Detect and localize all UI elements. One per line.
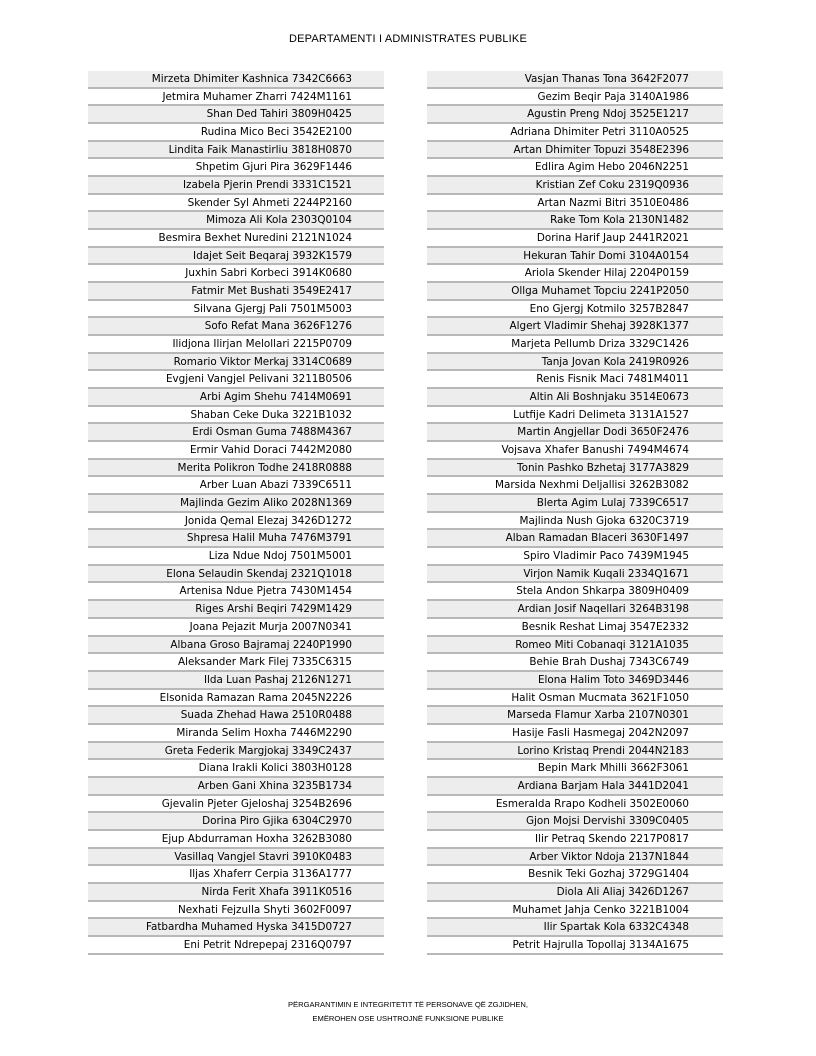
right-list-entry: Lutfije Kadri Delimeta 3131A1527 xyxy=(427,407,723,425)
right-list-entry: Majlinda Nush Gjoka 6320C3719 xyxy=(427,513,723,531)
right-list-entry: Agustin Preng Ndoj 3525E1217 xyxy=(427,106,723,124)
left-list-entry: Joana Pejazit Murja 2007N0341 xyxy=(88,619,384,637)
right-list-entry: Ollga Muhamet Topciu 2241P2050 xyxy=(427,283,723,301)
right-list-entry: Virjon Namik Kuqali 2334Q1671 xyxy=(427,566,723,584)
left-list-entry: Fatmir Met Bushati 3549E2417 xyxy=(88,283,384,301)
left-list-entry: Besmira Bexhet Nuredini 2121N1024 xyxy=(88,230,384,248)
right-list-entry: Marsida Nexhmi Deljallisi 3262B3082 xyxy=(427,477,723,495)
right-list-entry: Gezim Beqir Paja 3140A1986 xyxy=(427,89,723,107)
left-list-entry: Juxhin Sabri Korbeci 3914K0680 xyxy=(88,265,384,283)
left-list-entry: Greta Federik Margjokaj 3349C2437 xyxy=(88,743,384,761)
left-list-entry: Idajet Seit Beqaraj 3932K1579 xyxy=(88,248,384,266)
left-list-entry: Liza Ndue Ndoj 7501M5001 xyxy=(88,548,384,566)
right-list-entry: Spiro Vladimir Paco 7439M1945 xyxy=(427,548,723,566)
right-list-entry: Dorina Harif Jaup 2441R2021 xyxy=(427,230,723,248)
left-list-entry: Artenisa Ndue Pjetra 7430M1454 xyxy=(88,583,384,601)
right-list-entry: Ariola Skender Hilaj 2204P0159 xyxy=(427,265,723,283)
right-list-entry: Gjon Mojsi Dervishi 3309C0405 xyxy=(427,813,723,831)
left-list-entry: Jetmira Muhamer Zharri 7424M1161 xyxy=(88,89,384,107)
left-list-entry: Gjevalin Pjeter Gjeloshaj 3254B2696 xyxy=(88,796,384,814)
right-list-entry: Ilir Spartak Kola 6332C4348 xyxy=(427,919,723,937)
right-list-entry: Halit Osman Mucmata 3621F1050 xyxy=(427,690,723,708)
left-list-entry: Mirzeta Dhimiter Kashnica 7342C6663 xyxy=(88,71,384,89)
left-list-entry: Silvana Gjergj Pali 7501M5003 xyxy=(88,301,384,319)
right-list-entry: Besnik Reshat Limaj 3547E2332 xyxy=(427,619,723,637)
right-list-entry: Besnik Teki Gozhaj 3729G1404 xyxy=(427,866,723,884)
footer-line-2: EMËROHEN OSE USHTROJNË FUNKSIONE PUBLIKE xyxy=(312,1014,504,1023)
right-list-entry: Bepin Mark Mhilli 3662F3061 xyxy=(427,760,723,778)
left-list-entry: Arbi Agim Shehu 7414M0691 xyxy=(88,389,384,407)
left-list-entry: Arber Luan Abazi 7339C6511 xyxy=(88,477,384,495)
left-list-entry: Albana Groso Bajramaj 2240P1990 xyxy=(88,637,384,655)
left-list-entry: Eni Petrit Ndrepepaj 2316Q0797 xyxy=(88,937,384,955)
footer-line-1: PËRGARANTIMIN E INTEGRITETIT TË PERSONAVE QË ZGJIDHEN, xyxy=(287,1000,529,1009)
left-list-entry: Miranda Selim Hoxha 7446M2290 xyxy=(88,725,384,743)
right-list-entry: Rake Tom Kola 2130N1482 xyxy=(427,212,723,230)
right-list-entry: Tonin Pashko Bzhetaj 3177A3829 xyxy=(427,460,723,478)
left-list-entry: Izabela Pjerin Prendi 3331C1521 xyxy=(88,177,384,195)
left-list-entry: Ejup Abdurraman Hoxha 3262B3080 xyxy=(88,831,384,849)
page-footer xyxy=(0,998,816,1026)
right-list-entry: Lorino Kristaq Prendi 2044N2183 xyxy=(427,743,723,761)
left-list-entry: Merita Polikron Todhe 2418R0888 xyxy=(88,460,384,478)
left-list-entry: Shpetim Gjuri Pira 3629F1446 xyxy=(88,159,384,177)
left-list-entry: Skender Syl Ahmeti 2244P2160 xyxy=(88,195,384,213)
left-list-entry: Nexhati Fejzulla Shyti 3602F0097 xyxy=(88,902,384,920)
left-list-entry: Suada Zhehad Hawa 2510R0488 xyxy=(88,707,384,725)
left-list-entry: Shan Ded Tahiri 3809H0425 xyxy=(88,106,384,124)
left-list-entry: Fatbardha Muhamed Hyska 3415D0727 xyxy=(88,919,384,937)
right-list-entry: Eno Gjergj Kotmilo 3257B2847 xyxy=(427,301,723,319)
left-list-entry: Rudina Mico Beci 3542E2100 xyxy=(88,124,384,142)
right-list-entry: Blerta Agim Lulaj 7339C6517 xyxy=(427,495,723,513)
left-name-list xyxy=(88,71,384,955)
right-list-entry: Hekuran Tahir Domi 3104A0154 xyxy=(427,248,723,266)
left-list-entry: Ilda Luan Pashaj 2126N1271 xyxy=(88,672,384,690)
left-list-entry: Majlinda Gezim Aliko 2028N1369 xyxy=(88,495,384,513)
left-list-entry: Elona Selaudin Skendaj 2321Q1018 xyxy=(88,566,384,584)
left-list-entry: Riges Arshi Beqiri 7429M1429 xyxy=(88,601,384,619)
right-list-entry: Edlira Agim Hebo 2046N2251 xyxy=(427,159,723,177)
right-list-entry: Ardian Josif Naqellari 3264B3198 xyxy=(427,601,723,619)
left-list-entry: Jonida Qemal Elezaj 3426D1272 xyxy=(88,513,384,531)
right-list-entry: Behie Brah Dushaj 7343C6749 xyxy=(427,654,723,672)
left-list-entry: Arben Gani Xhina 3235B1734 xyxy=(88,778,384,796)
right-list-entry: Ardiana Barjam Hala 3441D2041 xyxy=(427,778,723,796)
left-list-entry: Ermir Vahid Doraci 7442M2080 xyxy=(88,442,384,460)
left-list-entry: Iljas Xhaferr Cerpia 3136A1777 xyxy=(88,866,384,884)
right-list-entry: Tanja Jovan Kola 2419R0926 xyxy=(427,354,723,372)
right-list-entry: Martin Angjellar Dodi 3650F2476 xyxy=(427,424,723,442)
left-list-entry: Evgjeni Vangjel Pelivani 3211B0506 xyxy=(88,371,384,389)
left-list-entry: Lindita Faik Manastirliu 3818H0870 xyxy=(88,142,384,160)
right-list-entry: Ilir Petraq Skendo 2217P0817 xyxy=(427,831,723,849)
page-title: DEPARTAMENTI I ADMINISTRATES PUBLIKE xyxy=(288,33,528,45)
left-list-entry: Romario Viktor Merkaj 3314C0689 xyxy=(88,354,384,372)
right-list-entry: Algert Vladimir Shehaj 3928K1377 xyxy=(427,318,723,336)
right-list-entry: Vasjan Thanas Tona 3642F2077 xyxy=(427,71,723,89)
right-list-entry: Muhamet Jahja Cenko 3221B1004 xyxy=(427,902,723,920)
right-list-entry: Esmeralda Rrapo Kodheli 3502E0060 xyxy=(427,796,723,814)
left-list-entry: Vasillaq Vangjel Stavri 3910K0483 xyxy=(88,849,384,867)
right-list-entry: Arber Viktor Ndoja 2137N1844 xyxy=(427,849,723,867)
left-list-entry: Elsonida Ramazan Rama 2045N2226 xyxy=(88,690,384,708)
right-list-entry: Altin Ali Boshnjaku 3514E0673 xyxy=(427,389,723,407)
right-list-entry: Adriana Dhimiter Petri 3110A0525 xyxy=(427,124,723,142)
left-list-entry: Shpresa Halil Muha 7476M3791 xyxy=(88,530,384,548)
right-list-entry: Renis Fisnik Maci 7481M4011 xyxy=(427,371,723,389)
right-list-entry: Petrit Hajrulla Topollaj 3134A1675 xyxy=(427,937,723,955)
left-list-entry: Nirda Ferit Xhafa 3911K0516 xyxy=(88,884,384,902)
right-list-entry: Diola Ali Aliaj 3426D1267 xyxy=(427,884,723,902)
left-list-entry: Erdi Osman Guma 7488M4367 xyxy=(88,424,384,442)
right-list-entry: Marseda Flamur Xarba 2107N0301 xyxy=(427,707,723,725)
left-list-entry: Dorina Piro Gjika 6304C2970 xyxy=(88,813,384,831)
right-list-entry: Artan Nazmi Bitri 3510E0486 xyxy=(427,195,723,213)
left-list-entry: Ilidjona Ilirjan Melollari 2215P0709 xyxy=(88,336,384,354)
right-list-entry: Stela Andon Shkarpa 3809H0409 xyxy=(427,583,723,601)
right-name-list xyxy=(427,71,723,955)
right-list-entry: Artan Dhimiter Topuzi 3548E2396 xyxy=(427,142,723,160)
left-list-entry: Shaban Ceke Duka 3221B1032 xyxy=(88,407,384,425)
right-list-entry: Alban Ramadan Blaceri 3630F1497 xyxy=(427,530,723,548)
left-list-entry: Sofo Refat Mana 3626F1276 xyxy=(88,318,384,336)
right-list-entry: Hasije Fasli Hasmegaj 2042N2097 xyxy=(427,725,723,743)
right-list-entry: Vojsava Xhafer Banushi 7494M4674 xyxy=(427,442,723,460)
left-list-entry: Aleksander Mark Filej 7335C6315 xyxy=(88,654,384,672)
right-list-entry: Romeo Miti Cobanaqi 3121A1035 xyxy=(427,637,723,655)
left-list-entry: Diana Irakli Kolici 3803H0128 xyxy=(88,760,384,778)
right-list-entry: Elona Halim Toto 3469D3446 xyxy=(427,672,723,690)
right-list-entry: Kristian Zef Coku 2319Q0936 xyxy=(427,177,723,195)
left-list-entry: Mimoza Ali Kola 2303Q0104 xyxy=(88,212,384,230)
right-list-entry: Marjeta Pellumb Driza 3329C1426 xyxy=(427,336,723,354)
